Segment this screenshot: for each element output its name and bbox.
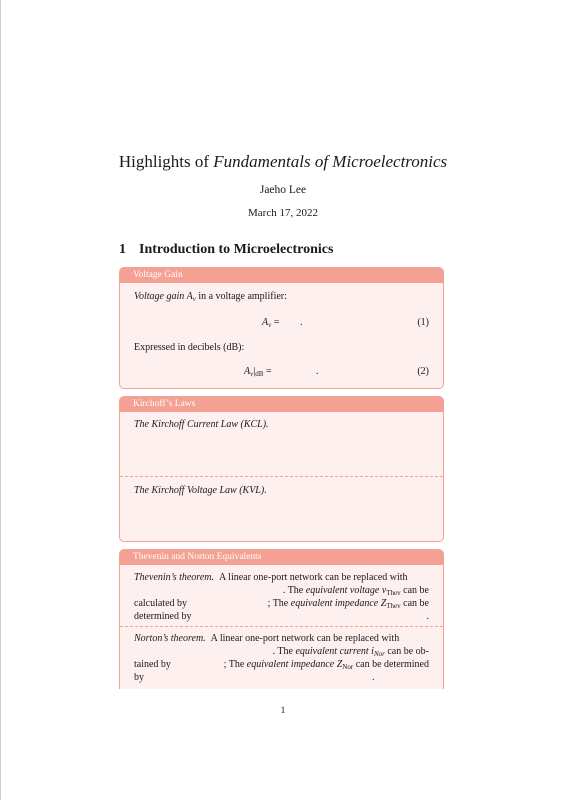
thevenin-norton-box [119,549,444,689]
kirchhoff-header: Kirchoff’s Laws [120,397,443,412]
thevenin-line-2: . The equivalent voltage $v_{Thev}$ can be [282,585,429,597]
thevenin-line-3b: ; The equivalent impedance $Z_{Thev}$ can be [267,598,429,610]
norton-line-4: by [134,672,144,683]
norton-line-3b: ; The equivalent impedance $Z_{Nor}$ can be determined [223,659,429,671]
norton-line-1: Norton’s theorem. A linear one-port network can be replaced with [134,633,400,644]
voltage-gain-intro: Voltage gain $A_v$ in a voltage amplifier: [134,291,287,303]
thevenin-line-4: determined by [134,611,192,622]
page-number: 1 [280,706,286,716]
thevenin-norton-header: Thevenin and Norton Equivalents [120,550,443,565]
equation-1: $A_v$ = [262,317,280,329]
kirchhoff-divider [120,476,443,477]
thevenin-norton-divider [120,626,443,627]
kvl-text: The Kirchoff Voltage Law (KVL). [134,485,267,496]
thevenin-line-4-period: . [426,611,429,622]
author: Jaeho Lee [259,184,307,196]
norton-line-3a: tained by [134,659,171,670]
page-edge [0,0,1,800]
voltage-gain-box [119,267,444,389]
section-number: 1 [119,242,126,257]
document-title: Highlights of Fundamentals of Microelectronics [118,152,448,171]
equation-2-period: . [316,366,319,377]
decibel-text: Expressed in decibels (dB): [134,342,245,353]
section-title: Introduction to Microelectronics [139,242,334,257]
equation-2: $A_v|_{dB}$ = [244,366,272,378]
thevenin-line-1: Thevenin’s theorem. A linear one-port network can be replaced with [134,572,408,583]
kirchhoff-box [119,396,444,542]
section-heading [119,242,333,258]
date: March 17, 2022 [248,207,318,219]
equation-2-number: (2) [417,366,429,377]
voltage-gain-header: Voltage Gain [120,268,443,283]
norton-line-4-period: . [372,672,375,683]
norton-line-2: . The equivalent current $i_{Nor}$ can be ob- [272,646,429,658]
equation-1-number: (1) [417,317,429,328]
kcl-text: The Kirchoff Current Law (KCL). [134,419,269,430]
equation-1-period: . [300,317,303,328]
thevenin-line-3a: calculated by [134,598,188,609]
